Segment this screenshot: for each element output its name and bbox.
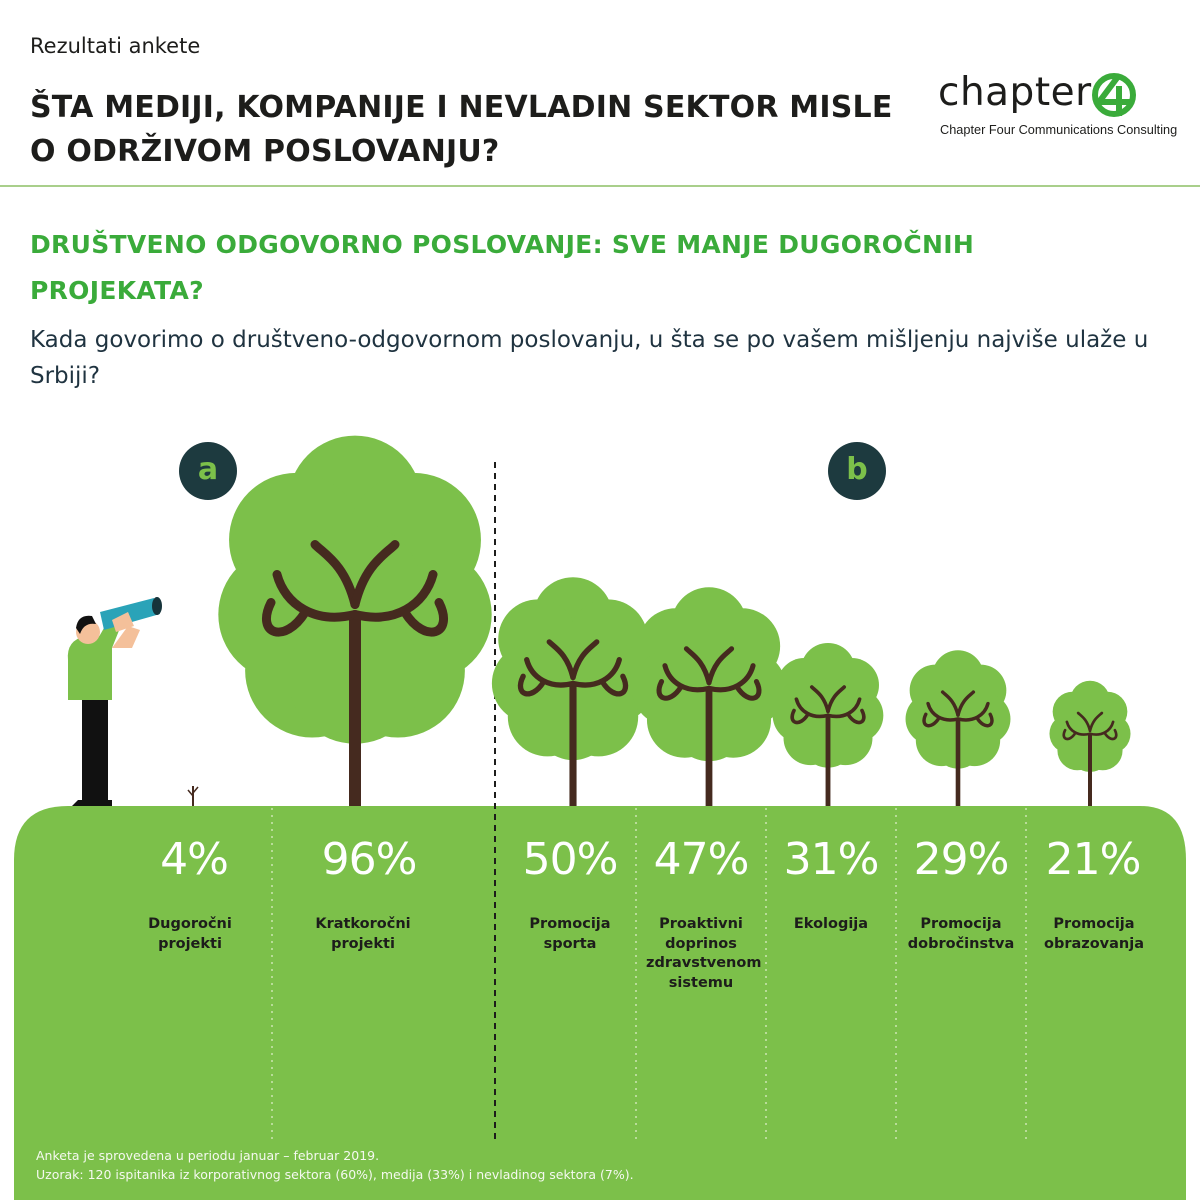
person-shirt [68,636,112,700]
eyebrow: Rezultati ankete [30,34,201,58]
footnote-sample: Uzorak: 120 ispitanika iz korporativnog sektora (60%), medija (33%) i nevladinog sektora (7%). [36,1167,634,1182]
value-label: 47% [653,834,749,885]
category-label: Promocija sporta [529,916,611,952]
tree-mark [906,650,1011,806]
category-label: Promocija dobročinstva [907,916,1015,952]
section-title: DRUŠTVENO ODGOVORNO POSLOVANJE: SVE MANJE DUGOROČNIH PROJEKATA? [30,230,975,305]
tree-mark [632,587,786,806]
tree-mark [773,643,884,806]
value-label: 96% [321,834,417,885]
category-label: Proaktivni doprinos zdravstvenom sistemu [646,916,762,991]
category-label: Promocija obrazovanja [1044,916,1144,952]
tree-mark [188,786,198,806]
survey-question: Kada govorimo o društveno-odgovornom poslovanju, u šta se po vašem mišljenju najviše ulaže u Srbiji? [30,327,1149,389]
footnote [36,1146,936,1184]
logo-word: chapter [938,70,1092,115]
category-label: Kratkoročni projekti [315,916,411,952]
group-badge-a: a [179,442,237,500]
value-label: 21% [1045,834,1141,885]
tree-mark [218,436,491,806]
category-label: Ekologija [793,916,869,932]
value-label: 29% [913,834,1009,885]
value-label: 50% [522,834,618,885]
tree-mark [492,577,654,806]
trees-layer [188,436,1131,806]
logo-tagline: Chapter Four Communications Consulting [940,122,1178,137]
person-leg [94,690,108,806]
value-label: 31% [783,834,879,885]
group-badge-b: b [828,442,886,500]
value-label: 4% [160,834,228,885]
category-label: Dugoročni projekti [148,916,232,952]
person-leg [82,690,96,806]
main-title: ŠTA MEDIJI, KOMPANIJE I NEVLADIN SEKTOR MISLE O ODRŽIVOM POSLOVANJU? [30,90,893,169]
footnote-period: Anketa je sprovedena u periodu januar – februar 2019. [36,1148,380,1163]
person-with-binoculars-illustration [68,597,162,806]
tree-mark [1049,681,1130,806]
